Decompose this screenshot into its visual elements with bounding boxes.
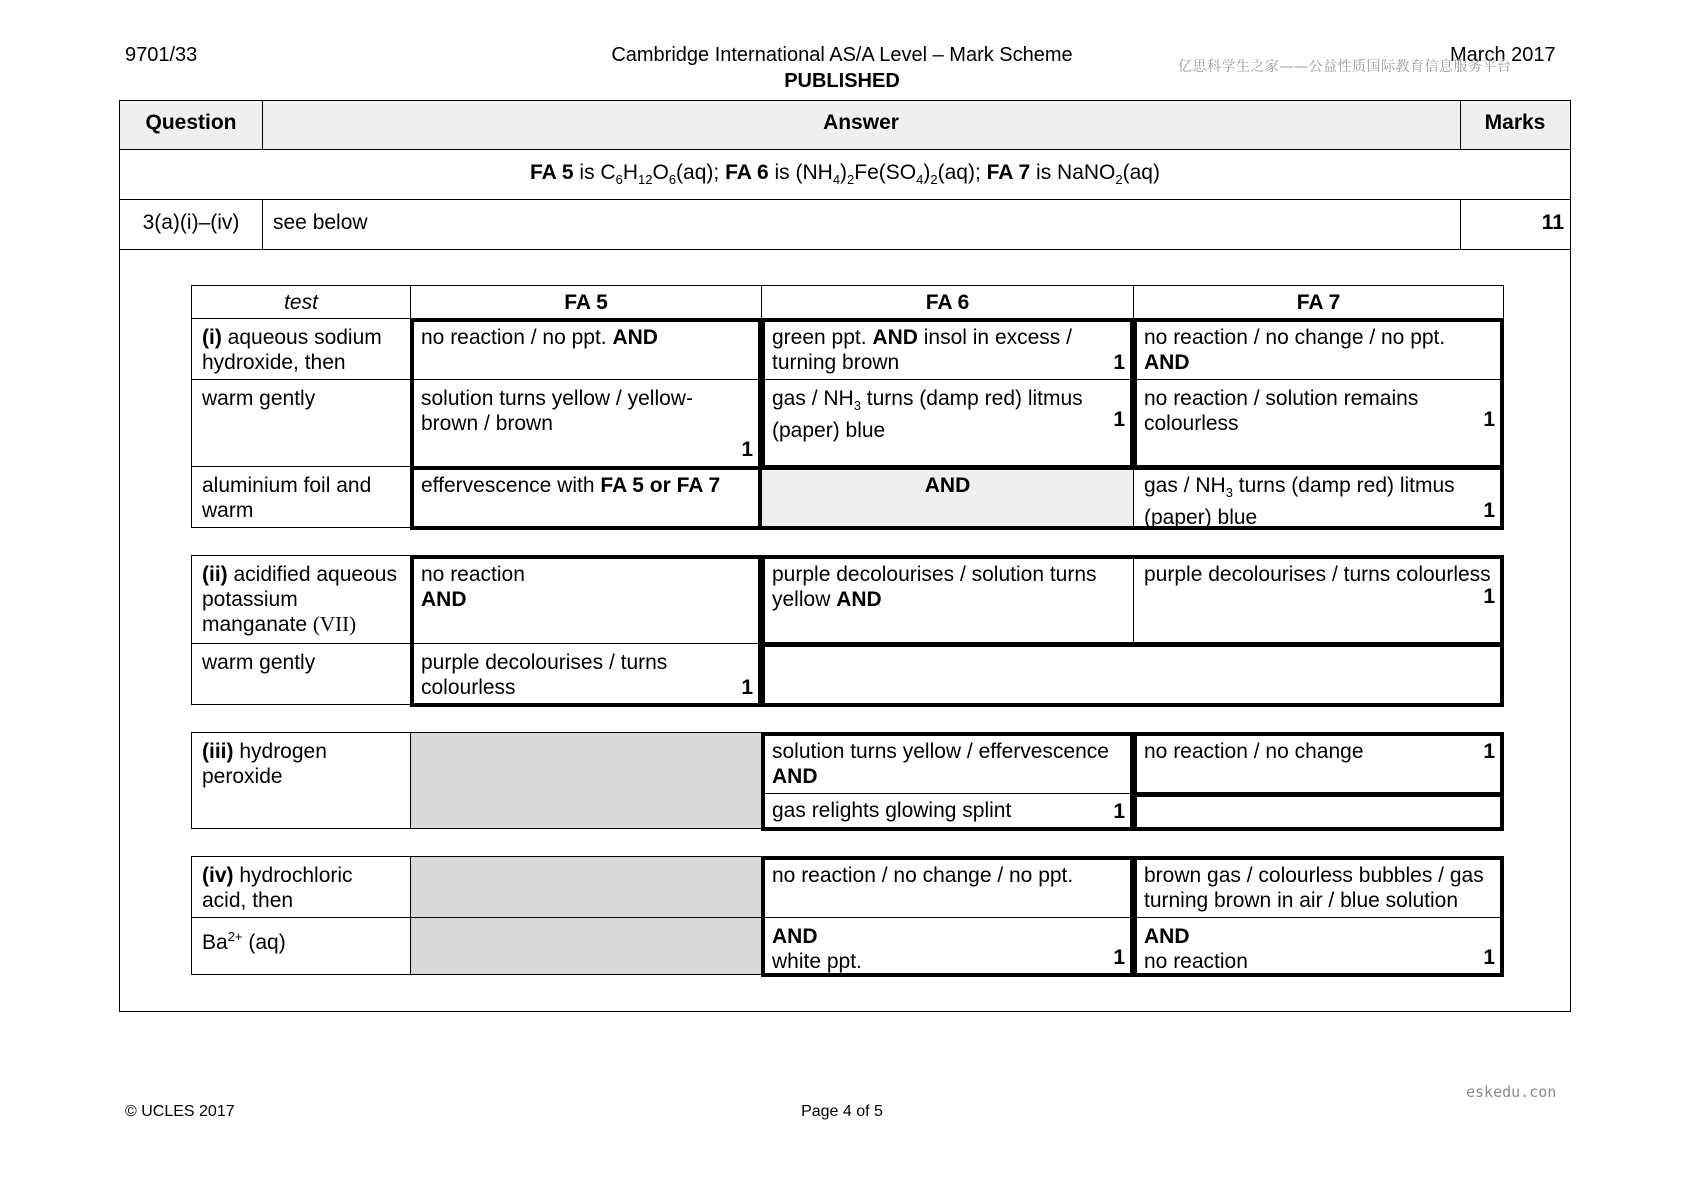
fa7-i-result-2: no reaction / solution remains colourless 1: [1133, 379, 1504, 467]
fa6-fa7-ii-empty: [761, 643, 1504, 705]
published-label: PUBLISHED: [784, 70, 900, 92]
header-fa6: FA 6: [761, 285, 1134, 319]
fa5-i-result-3: effervescence with FA 5 or FA 7: [410, 466, 762, 528]
site-watermark: eskedu.con: [1466, 1083, 1557, 1101]
header-test: test: [191, 285, 411, 319]
test-ii-permanganate: (ii) acidified aqueous potassium manganate (VII): [191, 555, 411, 644]
exam-date: March 2017: [1450, 44, 1556, 66]
column-header-marks: Marks: [1484, 111, 1546, 134]
test-i-aluminium: aluminium foil and warm: [191, 466, 411, 528]
paper-code: 9701/33: [125, 44, 198, 66]
column-header-answer: Answer: [823, 111, 899, 134]
header-fa7: FA 7: [1133, 285, 1504, 319]
fa5-iv-shaded-1: [410, 856, 762, 918]
fa5-i-result-2: solution turns yellow / yellow-brown / brown 1: [410, 379, 762, 467]
fa6-i-result-3: AND: [761, 466, 1134, 528]
fa6-iii-result-1: solution turns yellow / effervescence AND: [761, 732, 1134, 794]
fa7-iv-result-1: brown gas / colourless bubbles / gas turning brown in air / blue solution: [1133, 856, 1504, 918]
fa7-i-result-3: gas / $NH_3$ turns (damp red) litmus (paper) blue 1: [1133, 466, 1504, 528]
fa6-i-result-1: green ppt. AND insol in excess / turning brown 1: [761, 318, 1134, 380]
fa7-iii-empty: [1133, 793, 1504, 829]
test-iv-barium: $Ba^{2+}$ (aq): [191, 917, 411, 975]
test-iii-peroxide: (iii) hydrogen peroxide: [191, 732, 411, 829]
fa5-iii-shaded: [410, 732, 762, 829]
document-title: Cambridge International AS/A Level – Mark Scheme: [611, 44, 1073, 66]
header-fa5: FA 5: [410, 285, 762, 319]
answer-text: see below: [273, 211, 368, 234]
fa5-iv-shaded-2: [410, 917, 762, 975]
fa5-ii-result-2: purple decolourises / turns colourless 1: [410, 643, 762, 705]
fa7-iii-result-1: no reaction / no change 1: [1133, 732, 1504, 794]
fa6-iii-result-2: gas relights glowing splint 1: [761, 793, 1134, 829]
fa6-ii-result-1: purple decolourises / solution turns yellow AND: [761, 555, 1134, 644]
marks-total: 11: [1541, 211, 1564, 234]
column-header-question: Question: [145, 111, 237, 134]
fa7-i-result-1: no reaction / no change / no ppt. AND: [1133, 318, 1504, 380]
fa5-i-result-1: no reaction / no ppt. AND: [410, 318, 762, 380]
test-i-sodium-hydroxide: (i) aqueous sodium hydroxide, then: [191, 318, 411, 380]
fa6-i-result-2: gas / $NH_3$ turns (damp red) litmus (paper) blue 1: [761, 379, 1134, 467]
copyright: © UCLES 2017: [125, 1103, 235, 1120]
test-ii-warm: warm gently: [191, 643, 411, 705]
solution-identities: FA 5 is $C_6H_{12}O_6(aq)$; FA 6 is $(NH_4)_2Fe(SO_4)_2(aq)$; FA 7 is NaNO$_2$(aq): [530, 161, 1160, 188]
fa6-iv-result-1: no reaction / no change / no ppt.: [761, 856, 1134, 918]
test-iv-hydrochloric: (iv) hydrochloric acid, then: [191, 856, 411, 918]
fa7-ii-result-1: purple decolourises / turns colourless 1: [1133, 555, 1504, 644]
watermark-text: 亿思科学生之家——公益性质国际教育信息服务平台: [1178, 59, 1512, 75]
test-i-warm: warm gently: [191, 379, 411, 467]
fa7-iv-result-2: AND no reaction 1: [1133, 917, 1504, 975]
question-number: 3(a)(i)–(iv): [142, 211, 240, 234]
fa6-iv-result-2: AND white ppt. 1: [761, 917, 1134, 975]
page-number: Page 4 of 5: [801, 1103, 883, 1120]
fa5-ii-result-1: no reaction AND: [410, 555, 762, 644]
